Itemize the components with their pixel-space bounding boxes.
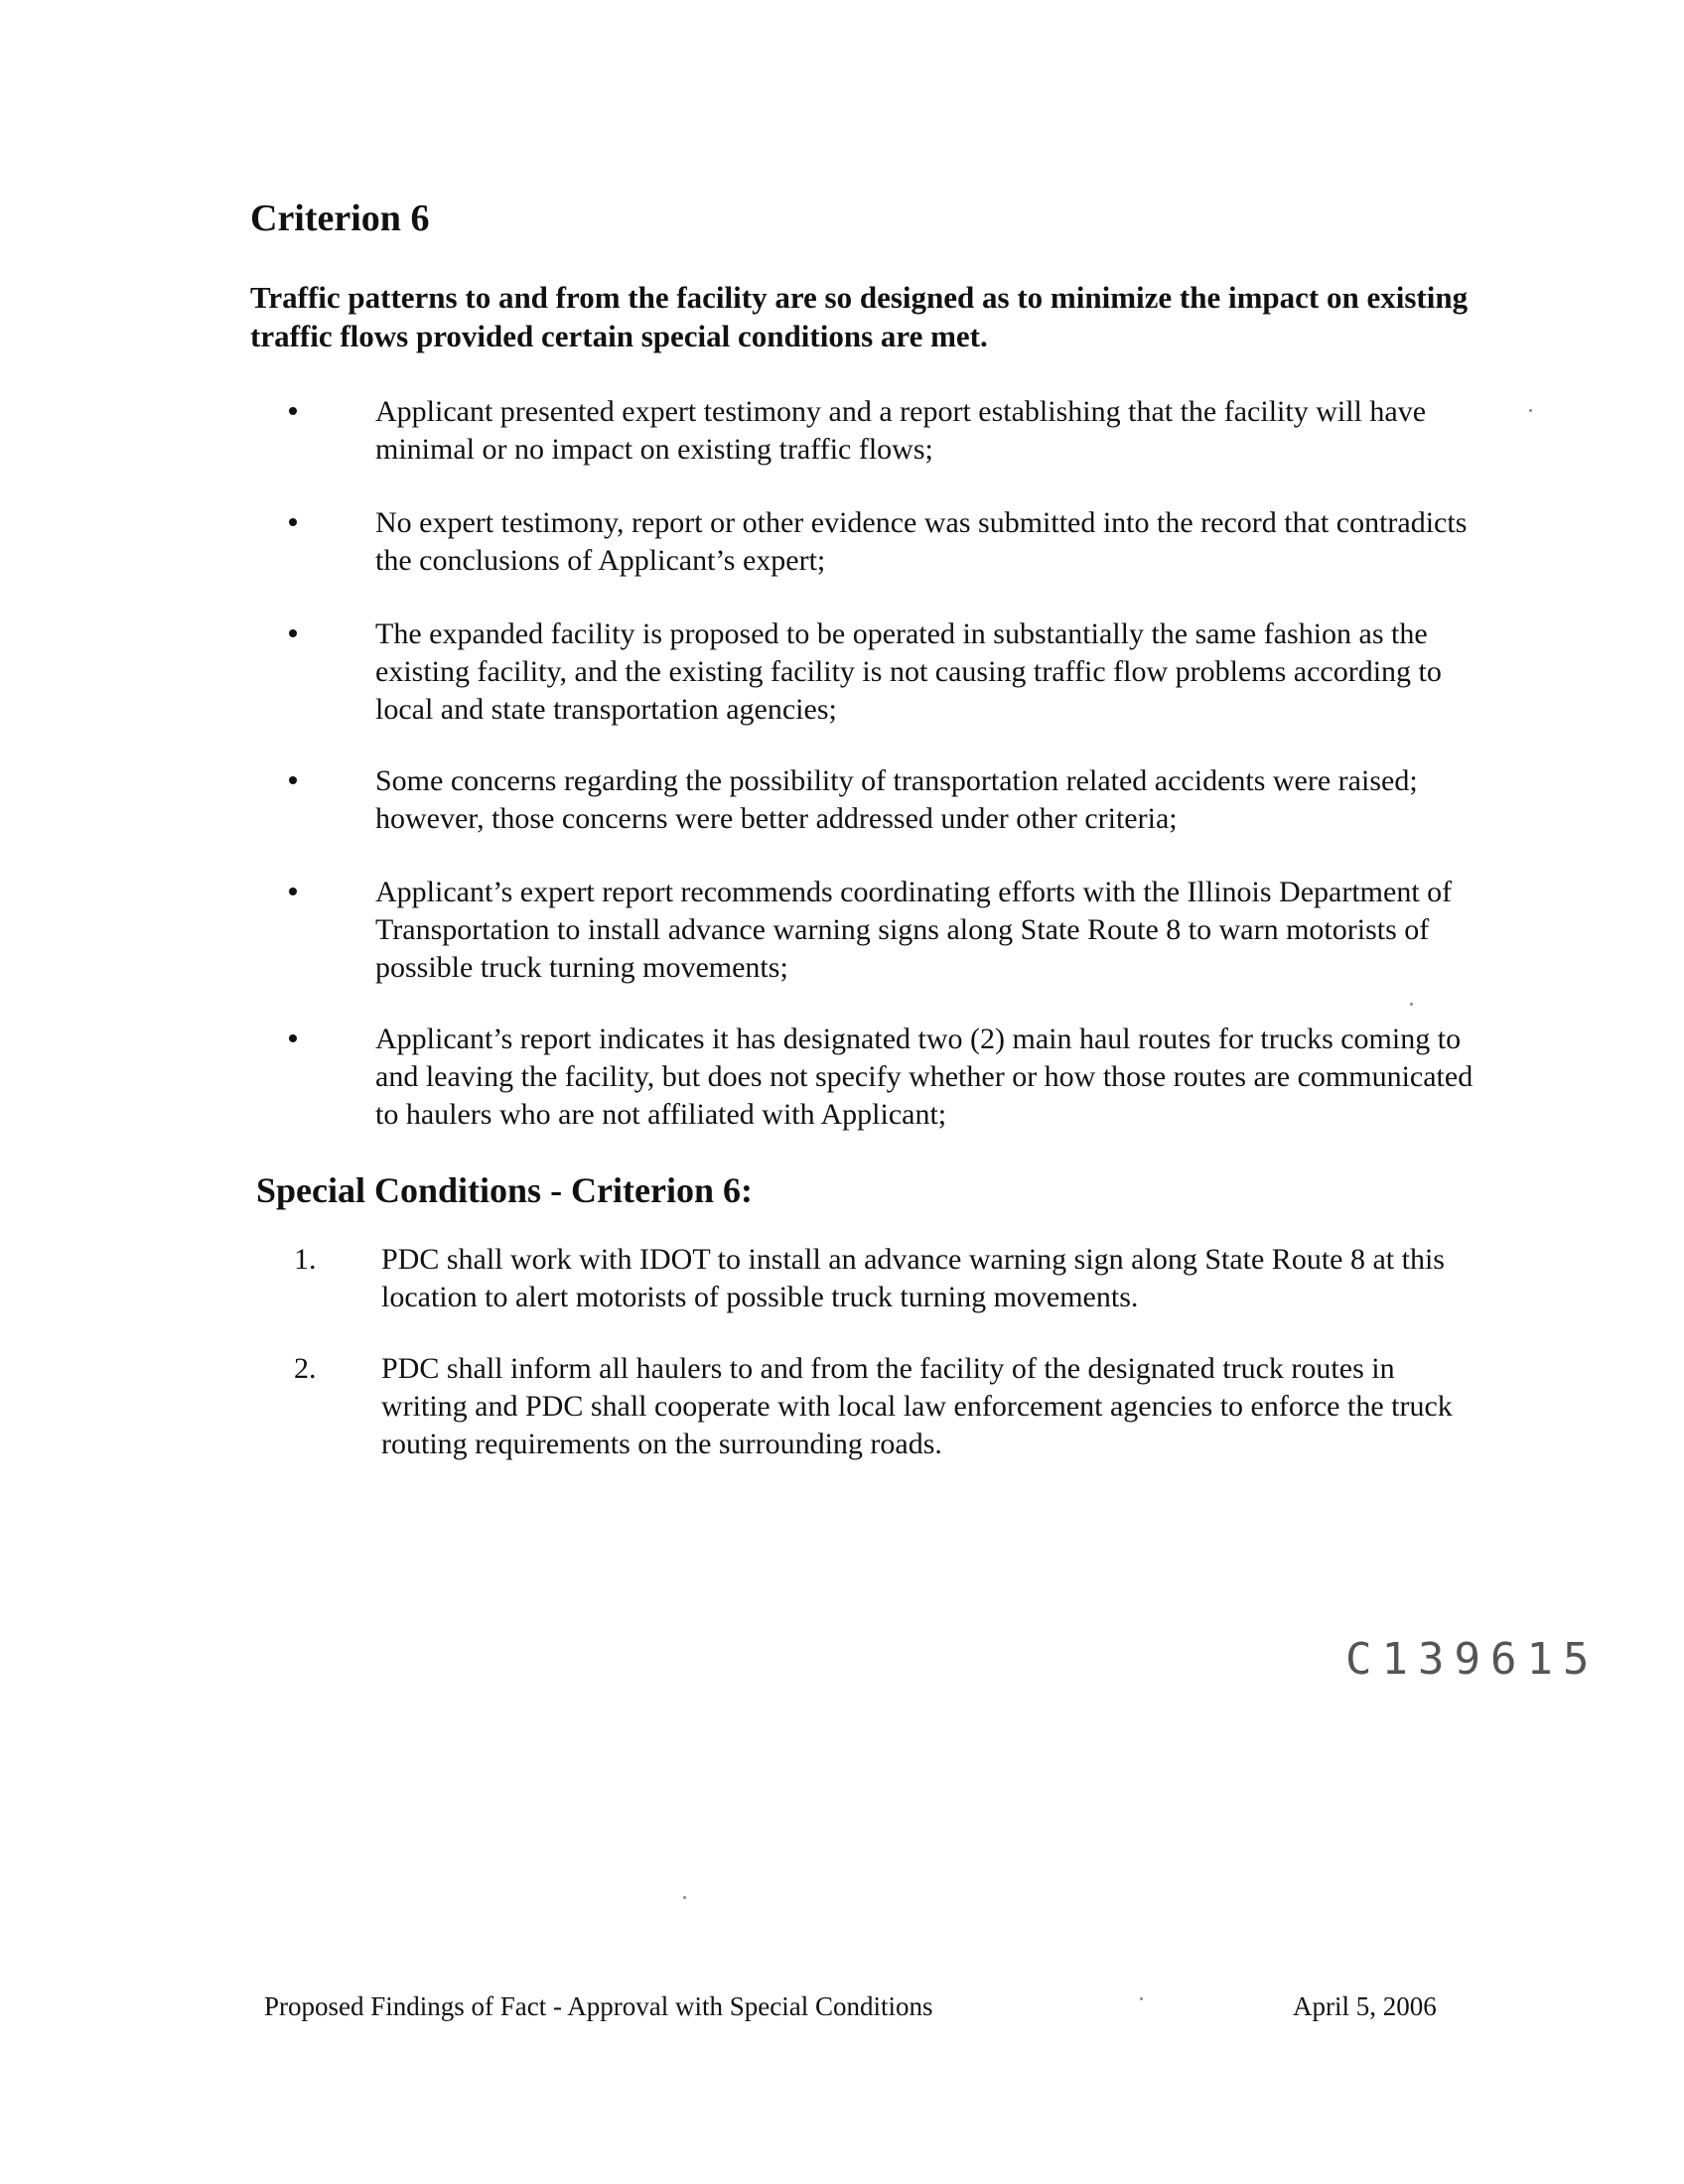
scan-speck — [1140, 1997, 1143, 2000]
finding-text: Some concerns regarding the possibility of transportation related accidents were raised; however, those concerns were better addressed under other criteria; — [375, 764, 1418, 835]
bullet-icon — [289, 407, 297, 415]
criterion-intro: Traffic patterns to and from the facility are so designed as to minimize the impact on existing traffic flows provided certain special conditions are met. — [250, 280, 1469, 353]
condition-text: PDC shall work with IDOT to install an advance warning sign along State Route 8 at this location to alert motorists of possible truck turning movements. — [381, 1243, 1445, 1313]
finding-text: No expert testimony, report or other evidence was submitted into the record that contradicts the conclusions of Applicant’s expert; — [375, 506, 1468, 577]
finding-text: Applicant’s expert report recommends coordinating efforts with the Illinois Department of Transportation to install advance warning signs along State Route 8 to warn motorists of possible truck turning movements; — [375, 876, 1453, 984]
finding-text: Applicant presented expert testimony and a report establishing that the facility will have minimal or no impact on existing traffic flows; — [375, 395, 1427, 466]
footer-date: April 5, 2006 — [1293, 1991, 1437, 2021]
condition-number: 1. — [294, 1243, 317, 1276]
scan-speck — [1529, 409, 1532, 412]
bullet-icon — [289, 518, 297, 526]
condition-text: PDC shall inform all haulers to and from the facility of the designated truck routes in writing and PDC shall cooperate with local law enforcement agencies to enforce the truck routing requirements on the surrounding roads. — [381, 1352, 1453, 1460]
scan-speck — [683, 1896, 686, 1899]
special-conditions-heading: Special Conditions - Criterion 6: — [256, 1170, 753, 1210]
condition-number: 2. — [294, 1352, 317, 1385]
bullet-icon — [289, 1034, 297, 1042]
finding-text: Applicant’s report indicates it has designated two (2) main haul routes for trucks coming to and leaving the facility, but does not specify whether or how those routes are communicated to haulers who are not affiliated with Applicant; — [375, 1023, 1474, 1131]
bullet-icon — [289, 776, 297, 784]
finding-text: The expanded facility is proposed to be operated in substantially the same fashion as the existing facility, and the existing facility is not causing traffic flow problems according to local and state transportation agencies; — [375, 617, 1442, 726]
bullet-icon — [289, 887, 297, 895]
footer-title: Proposed Findings of Fact - Approval with Special Conditions — [264, 1991, 933, 2021]
bullet-icon — [289, 629, 297, 637]
scan-speck — [1410, 1003, 1413, 1006]
document-stamp-number: C139615 — [1345, 1634, 1600, 1685]
criterion-heading: Criterion 6 — [250, 198, 430, 239]
